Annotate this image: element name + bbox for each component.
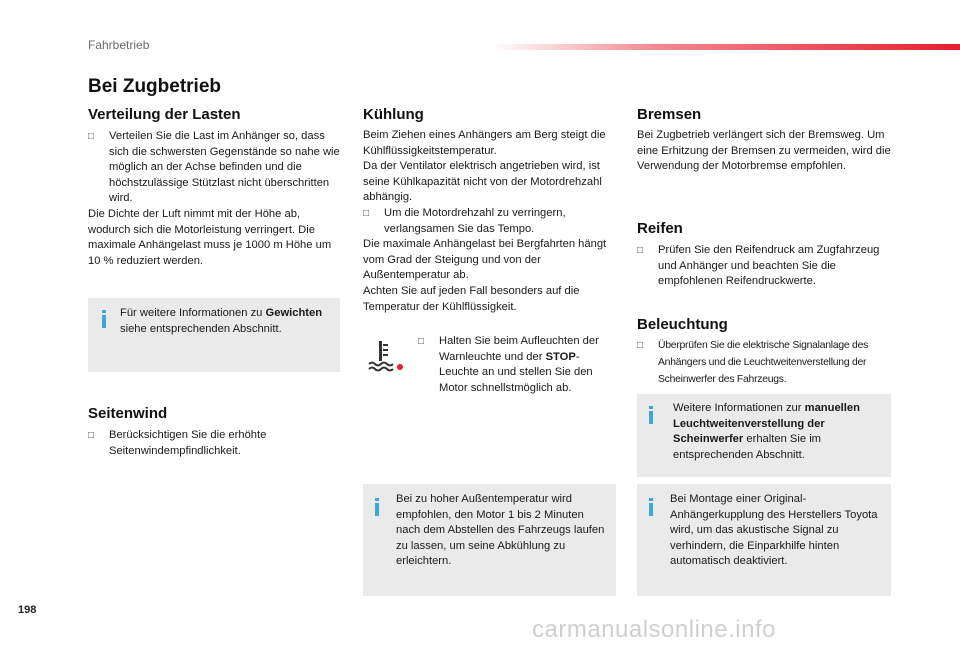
list-item xyxy=(418,334,618,396)
paragraph: Achten Sie auf jeden Fall besonders auf die Temperatur der Kühlflüssigkeit. xyxy=(363,284,580,313)
info-text: Für weitere Informationen zu Gewichten siehe entsprechenden Abschnitt. xyxy=(120,307,323,335)
list-item-text: Verteilen Sie die Last im Anhänger so, dass sich die schwersten Gegenstände so nahe wie möglich an der Achse befinden und die höchstzulässige Stützlast nicht überschritten wird. xyxy=(109,130,340,205)
info-icon xyxy=(102,310,106,328)
info-text: Weitere Informationen zur manuellen Leuchtweitenverstellung der Scheinwerfer erhalten Sie im entsprechenden Abschnitt. xyxy=(673,402,860,461)
heading-crosswind: Seitenwind xyxy=(88,405,168,422)
cooling-section xyxy=(363,128,619,315)
checkbox-bullet-icon: □ xyxy=(88,430,95,441)
page-title: Bei Zugbetrieb xyxy=(88,76,222,97)
crosswind-section xyxy=(88,428,344,459)
checkbox-bullet-icon: □ xyxy=(637,340,643,351)
checkbox-bullet-icon: □ xyxy=(637,245,644,256)
watermark: carmanualsonline.info xyxy=(532,616,776,643)
paragraph: Die maximale Anhängelast bei Bergfahrten hängt vom Grad der Steigung und von der Außentemperatur ab. xyxy=(363,238,607,282)
section-label: Fahrbetrieb xyxy=(88,38,150,52)
header-accent-bar xyxy=(492,44,960,50)
paragraph: Da der Ventilator elektrisch angetrieben wird, ist seine Kühlkapazität nicht von der Motordrehzahl abhängig. xyxy=(363,160,602,204)
lighting-section xyxy=(637,337,895,388)
page-number: 198 xyxy=(18,604,37,616)
info-icon xyxy=(649,406,653,424)
checkbox-bullet-icon: □ xyxy=(363,207,370,219)
heading-tyres: Reifen xyxy=(637,220,683,237)
paragraph: Beim Ziehen eines Anhängers am Berg steigt die Kühlflüssigkeitstemperatur. xyxy=(363,129,606,157)
list-item-text: Berücksichtigen Sie die erhöhte Seitenwindempfindlichkeit. xyxy=(109,429,267,457)
info-icon xyxy=(649,498,653,516)
info-box-after-stop xyxy=(363,484,616,596)
list-item-text: Überprüfen Sie die elektrische Signalanlage des Anhängers und die Leuchtweitenverstellung der Scheinwerfer des Fahrzeugs. xyxy=(658,340,869,385)
heading-lighting: Beleuchtung xyxy=(637,316,728,333)
list-item xyxy=(637,337,895,388)
list-item-text: Halten Sie beim Aufleuchten der Warnleuchte und der STOP-Leuchte an und stellen Sie den Motor schnellstmöglich ab. xyxy=(439,335,599,394)
paragraph: Die Dichte der Luft nimmt mit der Höhe ab, wodurch sich die Motorleistung verringert. Die maximale Anhängelast muss je 1000 m Höhe um 10 % reduziert werden. xyxy=(88,207,332,267)
heading-load-distribution: Verteilung der Lasten xyxy=(88,106,241,123)
list-item-text: Prüfen Sie den Reifendruck am Zugfahrzeug und Anhänger und beachten Sie die empfohlenen Reifendruckwerte. xyxy=(658,244,880,288)
brakes-section xyxy=(637,128,893,175)
warning-section xyxy=(418,334,618,396)
checkbox-bullet-icon: □ xyxy=(418,336,425,347)
info-box-headlamp-levelling xyxy=(637,394,891,477)
heading-brakes: Bremsen xyxy=(637,106,702,123)
info-icon xyxy=(375,498,379,516)
checkbox-bullet-icon: □ xyxy=(88,131,95,142)
list-item-text: Um die Motordrehzahl zu verringern, verlangsamen Sie das Tempo. xyxy=(384,206,566,235)
info-box-towbar xyxy=(637,484,891,596)
coolant-temperature-warning-icon xyxy=(367,338,407,372)
load-distribution-section xyxy=(88,129,344,269)
info-text: Bei zu hoher Außentemperatur wird empfohlen, den Motor 1 bis 2 Minuten nach dem Abstellen des Fahrzeugs laufen zu lassen, um seine Abkühlung zu erleichtern. xyxy=(396,493,605,568)
list-item xyxy=(363,206,619,237)
list-item xyxy=(88,428,344,459)
tyres-section xyxy=(637,243,893,290)
info-box-weights xyxy=(88,298,340,372)
info-text: Bei Montage einer Original-Anhängerkupplung des Herstellers Toyota wird, um das akustische Signal zu verhindern, die Einparkhilfe hinten automatisch deaktiviert. xyxy=(670,493,878,568)
list-item xyxy=(88,129,344,207)
paragraph: Bei Zugbetrieb verlängert sich der Bremsweg. Um eine Erhitzung der Bremsen zu vermeiden, wird die Verwendung der Motorbremse empfohlen. xyxy=(637,129,891,173)
list-item xyxy=(637,243,893,290)
heading-cooling: Kühlung xyxy=(363,106,424,123)
